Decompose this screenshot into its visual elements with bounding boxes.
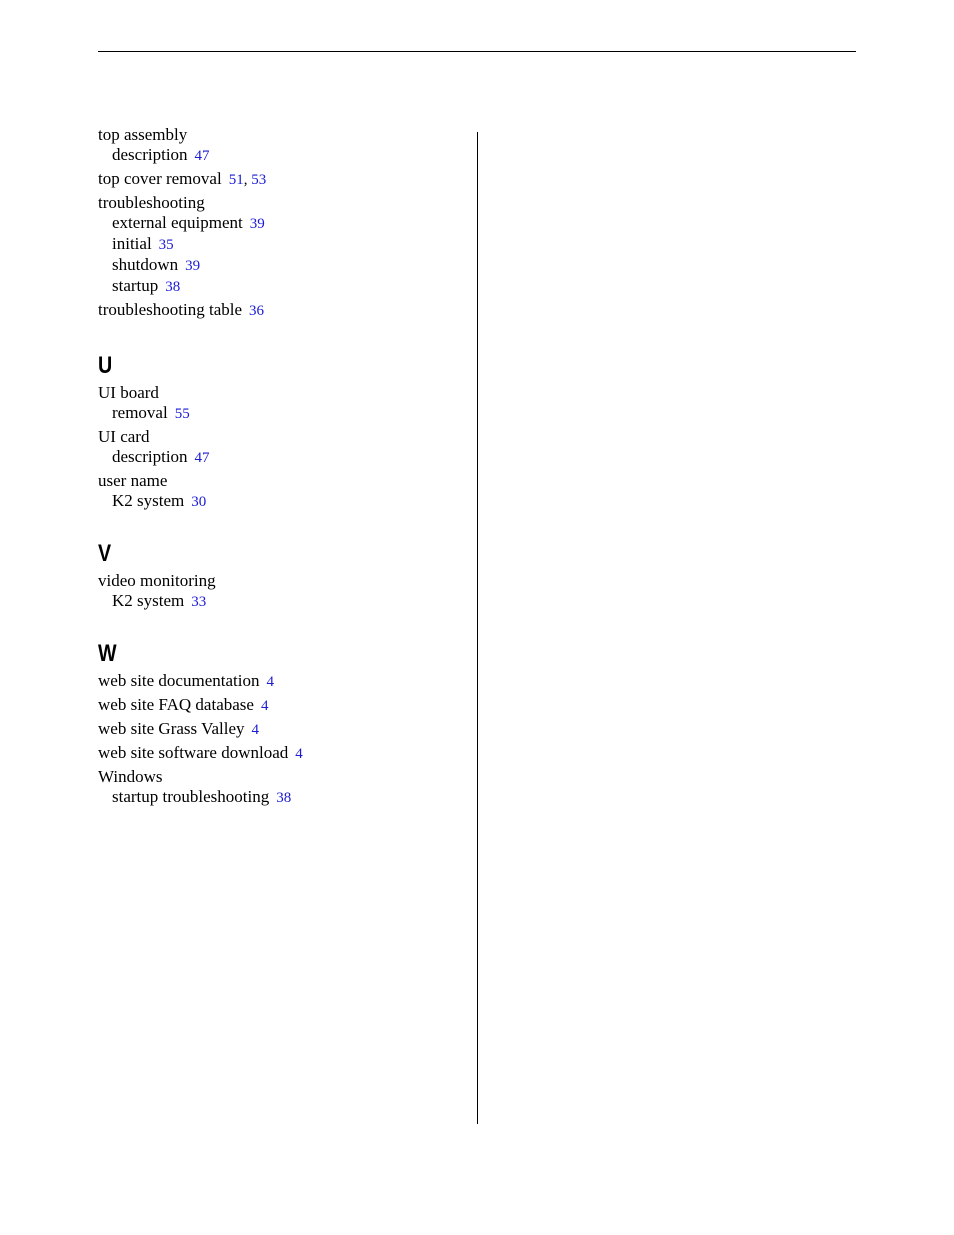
index-subterm: initial <box>112 234 152 253</box>
page-link[interactable]: 55 <box>174 406 190 422</box>
page-separator: , <box>243 172 252 188</box>
index-subterm: shutdown <box>112 255 179 274</box>
page-link[interactable]: 36 <box>249 303 265 319</box>
page-link[interactable]: 51 <box>228 172 244 188</box>
page-link[interactable]: 4 <box>260 698 269 714</box>
page-link[interactable]: 35 <box>158 237 174 253</box>
index-entry-web-site-grass-valley <box>98 719 468 740</box>
index-term: UI board <box>98 383 159 402</box>
index-term: troubleshooting <box>98 193 205 212</box>
index-term: web site software download <box>98 743 289 762</box>
section-letter-v: V <box>98 540 112 567</box>
page-link[interactable]: 4 <box>266 674 274 690</box>
index-subterm: startup <box>112 276 159 295</box>
page-link[interactable]: 38 <box>165 279 181 295</box>
section-letter-u: U <box>98 352 113 379</box>
index-term: video monitoring <box>98 571 216 590</box>
index-subterm: description <box>112 447 188 466</box>
index-term: web site documentation <box>98 671 260 690</box>
index-entry-web-site-faq-database <box>98 695 468 716</box>
page-link[interactable]: 39 <box>249 216 265 232</box>
page-link[interactable]: 39 <box>185 258 201 274</box>
column-divider <box>477 132 478 1124</box>
page-link[interactable]: 30 <box>191 494 207 510</box>
page-link[interactable]: 4 <box>295 746 303 762</box>
index-term: web site FAQ database <box>98 695 254 714</box>
page-link[interactable]: 4 <box>251 722 260 738</box>
index-term: top assembly <box>98 125 188 144</box>
index-entry-ui-card <box>98 427 468 468</box>
index-entry-top-cover-removal <box>98 169 468 190</box>
index-term: UI card <box>98 427 150 446</box>
index-entry-video-monitoring <box>98 571 468 612</box>
index-subterm: K2 system <box>112 591 185 610</box>
index-term: troubleshooting table <box>98 300 243 319</box>
index-entry-web-site-software-download <box>98 743 468 764</box>
page-link[interactable]: 47 <box>194 450 210 466</box>
index-term: web site Grass Valley <box>98 719 245 738</box>
top-rule <box>98 51 856 52</box>
index-subterm: external equipment <box>112 213 243 232</box>
page-link[interactable]: 38 <box>276 790 292 806</box>
section-letter-w: W <box>98 640 117 667</box>
index-entry-user-name <box>98 471 468 512</box>
index-subterm: K2 system <box>112 491 185 510</box>
index-entry-troubleshooting-table <box>98 300 468 321</box>
index-subterm: removal <box>112 403 168 422</box>
index-subterm: description <box>112 145 188 164</box>
index-term: top cover removal <box>98 169 222 188</box>
index-entry-windows <box>98 767 468 808</box>
index-left-column <box>98 125 468 808</box>
index-entry-top-assembly <box>98 125 468 166</box>
index-entry-ui-board <box>98 383 468 424</box>
index-subterm: startup troubleshooting <box>112 787 270 806</box>
index-term: Windows <box>98 767 163 786</box>
index-entry-web-site-documentation <box>98 671 468 692</box>
page-link[interactable]: 47 <box>194 148 210 164</box>
index-term: user name <box>98 471 168 490</box>
index-entry-troubleshooting <box>98 193 468 297</box>
page-link[interactable]: 53 <box>251 172 267 188</box>
page-link[interactable]: 33 <box>191 594 207 610</box>
